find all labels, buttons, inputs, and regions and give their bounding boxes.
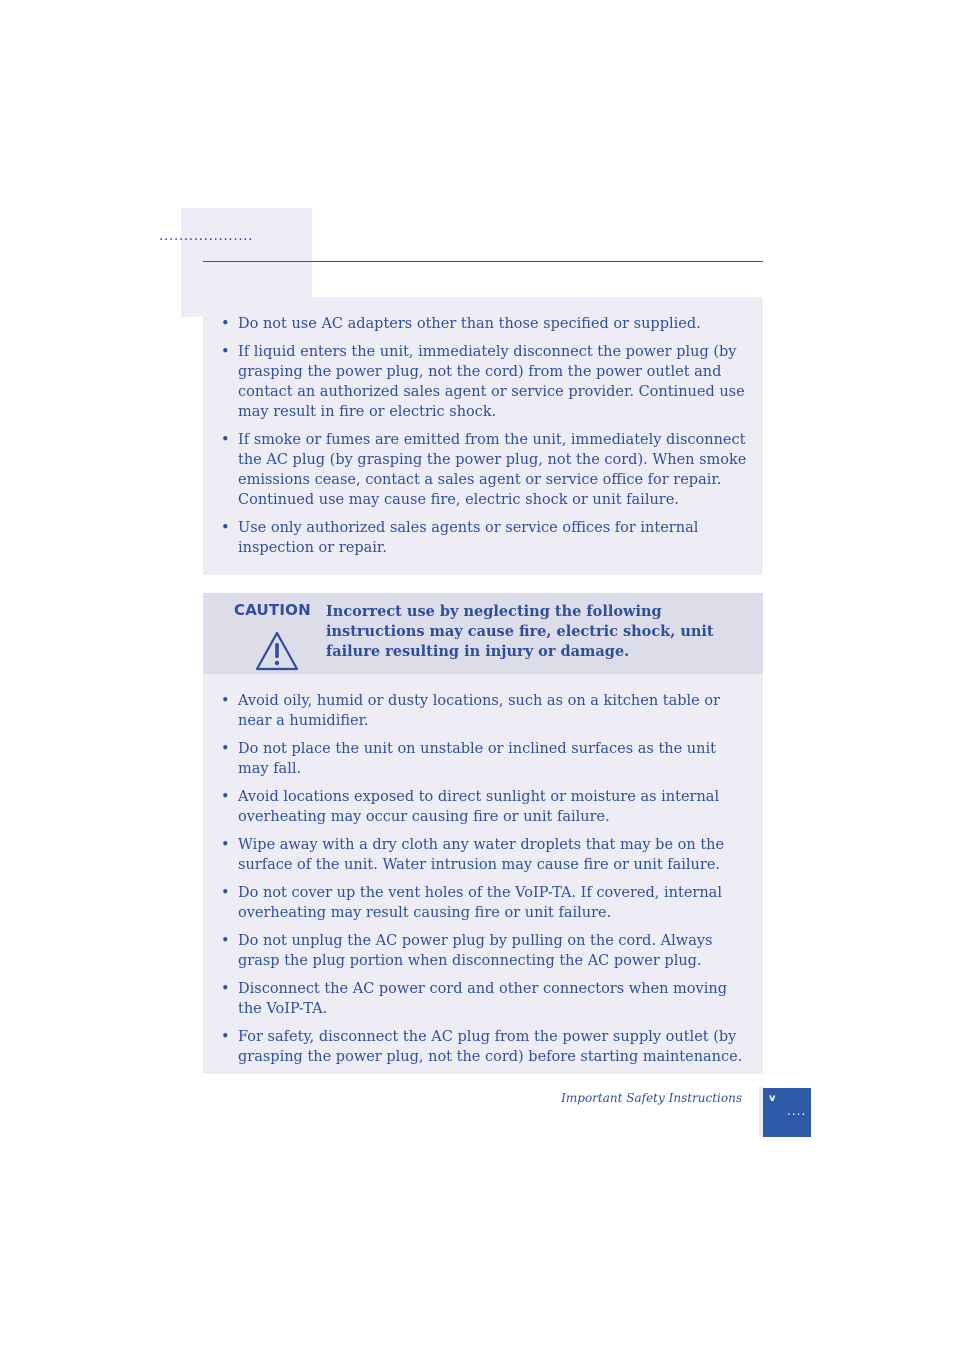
- warnings-list-bottom: [220, 691, 750, 1075]
- list-item: • For safety, disconnect the AC plug from the power supply outlet (by grasping the power plug, not the cord) before starting maintenance.: [220, 1027, 750, 1067]
- list-item: • Avoid locations exposed to direct sunlight or moisture as internal overheating may occur causing fire or unit failure.: [220, 787, 750, 827]
- header-rule: [203, 261, 763, 262]
- header-dot-leader: ...................: [159, 228, 254, 244]
- list-item: • Do not place the unit on unstable or inclined surfaces as the unit may fall.: [220, 739, 750, 779]
- list-item: • Wipe away with a dry cloth any water droplets that may be on the surface of the unit. Water intrusion may cause fire or unit failure.: [220, 835, 750, 875]
- caution-text: Incorrect use by neglecting the following instructions may cause fire, electric shock, unit failure resulting in injury or damage.: [326, 603, 714, 660]
- list-item: • Do not use AC adapters other than those specified or supplied.: [220, 314, 750, 334]
- page-dot-leader: ....: [787, 1104, 807, 1118]
- list-item: • Do not cover up the vent holes of the VoIP-TA. If covered, internal overheating may result causing fire or unit failure.: [220, 883, 750, 923]
- page-number: v: [769, 1093, 776, 1104]
- list-item: • Use only authorized sales agents or service offices for internal inspection or repair.: [220, 518, 750, 558]
- list-item: • Disconnect the AC power cord and other connectors when moving the VoIP-TA.: [220, 979, 750, 1019]
- warning-triangle-icon: [254, 630, 300, 672]
- footer-section-title: Important Safety Instructions: [561, 1091, 742, 1105]
- list-item: • If liquid enters the unit, immediately disconnect the power plug (by grasping the power plug, not the cord) from the power outlet and contact an authorized sales agent or service provider. Continued use may result in fire or electric shock.: [220, 342, 750, 422]
- list-item: • If smoke or fumes are emitted from the unit, immediately disconnect the AC plug (by grasping the power plug, not the cord). When smoke emissions cease, contact a sales agent or service office for repair. Continued use may cause fire, electric shock or unit failure.: [220, 430, 750, 510]
- list-item: • Avoid oily, humid or dusty locations, such as on a kitchen table or near a humidifier.: [220, 691, 750, 731]
- warnings-list-top: [220, 314, 750, 566]
- list-item: • Do not unplug the AC power plug by pulling on the cord. Always grasp the plug portion when disconnecting the AC power plug.: [220, 931, 750, 971]
- caution-label: CAUTION: [234, 601, 311, 619]
